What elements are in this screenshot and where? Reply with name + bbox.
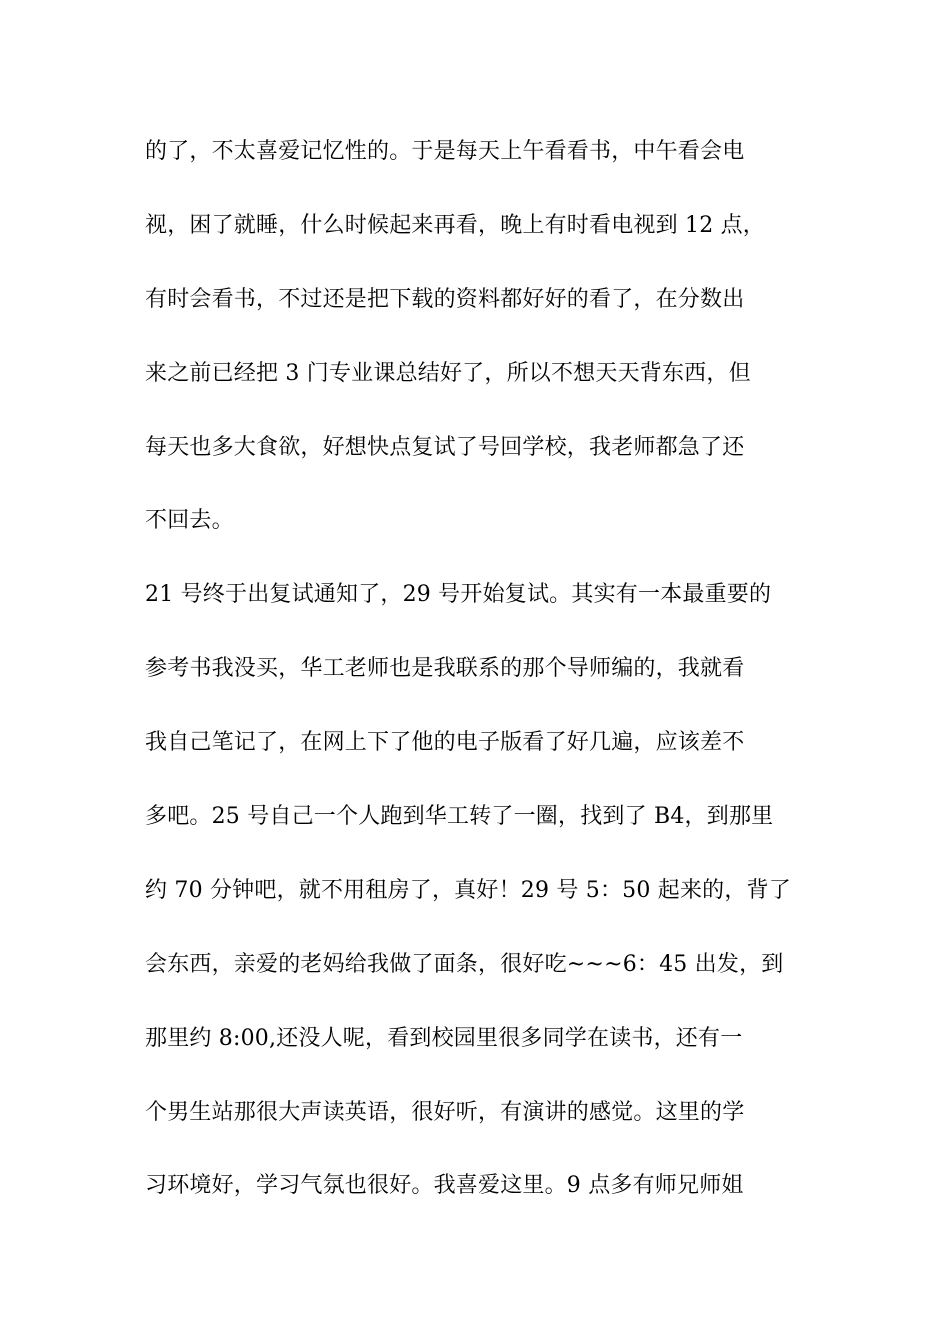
text-line: 21 号终于出复试通知了，29 号开始复试。其实有一本最重要的 — [145, 582, 772, 608]
text-line: 习环境好，学习气氛也很好。我喜爱这里。9 点多有师兄师姐 — [145, 1173, 744, 1199]
text-line: 每天也多大食欲，好想快点复试了号回学校，我老师都急了还 — [145, 434, 745, 460]
text-line: 的了，不太喜爱记忆性的。于是每天上午看看书，中午看会电 — [145, 139, 745, 164]
text-line: 那里约 8:00,还没人呢，看到校园里很多同学在读书，还有一 — [145, 1025, 743, 1051]
body-text — [145, 128, 810, 1236]
text-line: 参考书我没买，华工老师也是我联系的那个导师编的，我就看 — [145, 656, 745, 682]
text-line: 个男生站那很大声读英语，很好听，有演讲的感觉。这里的学 — [145, 1099, 745, 1125]
text-line: 有时会看书，不过还是把下载的资料都好好的看了，在分数出 — [145, 286, 745, 312]
text-line: 我自己笔记了，在网上下了他的电子版看了好几遍，应该差不 — [145, 730, 745, 756]
text-line: 会东西，亲爱的老妈给我做了面条，很好吃~~~6：45 出发，到 — [145, 951, 784, 977]
text-line: 视，困了就睡，什么时候起来再看，晚上有时看电视到 12 点， — [145, 212, 765, 238]
text-line: 不回去。 — [145, 508, 234, 534]
text-line: 约 70 分钟吧，就不用租房了，真好！29 号 5：50 起来的，背了 — [145, 877, 791, 903]
text-line: 多吧。25 号自己一个人跑到华工转了一圈，找到了 B4，到那里 — [145, 804, 774, 830]
text-line: 来之前已经把 3 门专业课总结好了，所以不想天天背东西，但 — [145, 360, 751, 386]
